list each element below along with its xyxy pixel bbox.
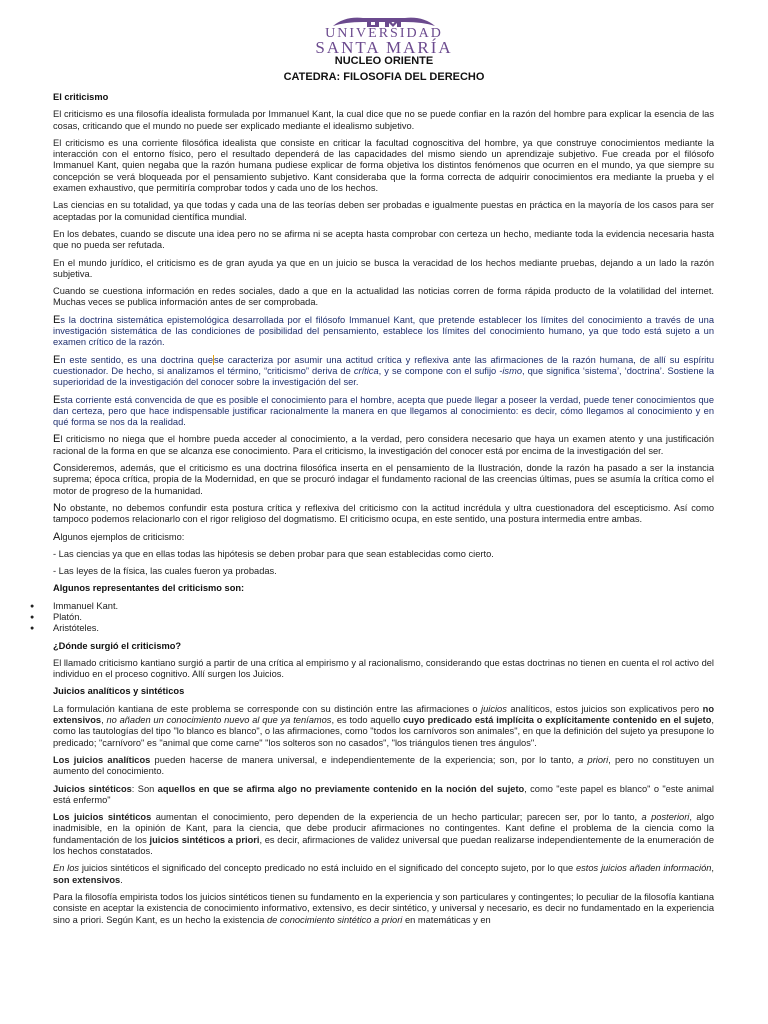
paragraph-text: , pero no constituyen un aumento del conocimiento. [53, 754, 715, 777]
bold-text: no extensivos [53, 703, 714, 726]
italic-text: de conocimiento sintético a priori [266, 914, 403, 925]
document-body [53, 92, 714, 932]
italic-text: crítica [353, 365, 379, 376]
paragraph-text: , que significa ‘sistema’, ‘doctrina’. [522, 365, 668, 376]
paragraph-text: , es todo aquello [331, 715, 404, 726]
list-item: ● Platón. [53, 612, 714, 623]
examples-intro [53, 532, 714, 543]
paragraph: El criticismo es una corriente filosófica idealista que consiste en criticar la facultad cognoscitiva del hombre, ya que construye conocimientos mediante la interacción con el entorno físico, pero el resultado dependerá de las capacidades del mismo siendo un aprendizaje subjetivo. Fue creada por el filósofo Immanuel Kant, quien negaba que la razón humana pudiese explicar de forma objetiva los distintos fenómenos que ocurren en el mundo, ya que siempre su concepción se verá bloqueada por el pensamiento subjetivo. Kant consideraba que la forma correcta de adquirir conocimientos era mediante la prueba y el examen exhaustivo, que permitiría comprobar todos y cada uno de los hechos. [53, 137, 714, 194]
bold-text: Los juicios analíticos [53, 754, 151, 765]
paragraph [53, 784, 714, 807]
drop-cap: E [53, 353, 61, 366]
italic-text: En los [53, 863, 80, 874]
paragraph-text: La formulación kantiana de este problema se corresponde con su distinción entre las afirmaciones o [53, 703, 482, 714]
paragraph-text: lgunos ejemplos de criticismo: [60, 531, 185, 542]
paragraph [53, 395, 714, 429]
paragraph-text: l criticismo no niega que el hombre pueda acceder al conocimiento, a la verdad, pero considera necesario que haya un examen atento y una justificación racional de la forma en que se alcanza ese conocimiento. Para el criticismo, la investigación del conocer está por encima de la investigación del ser. [53, 434, 714, 456]
italic-text: no añaden un conocimiento nuevo al que ya teníamos [106, 715, 332, 726]
italic-text: a posteriori [641, 812, 690, 823]
bold-text: Juicios sintéticos [53, 783, 132, 794]
paragraph [53, 503, 714, 526]
paragraph-text: pueden hacerse de manera universal, e independientemente de la experiencia; son, por lo tanto, [150, 754, 579, 765]
paragraph-text: juicios sintéticos el significado del concepto predicado no está incluido en el significado del concepto sujeto, por lo que [79, 863, 576, 874]
paragraph: El llamado criticismo kantiano surgió a partir de una crítica al empirismo y al racionalismo, considerando que estas doctrinas no tienen en cuenta el rol activo del individuo en el proceso cognitivo. Allí surgen los Juicios. [53, 657, 714, 680]
paragraph-text: Para la filosofía empirista todos los juicios sintéticos tienen su fundamento en la experiencia y son particulares y contingentes; lo peculiar de la filosofía kantiana consiste en aceptar la existencia de conocimiento informativo, extensivo, es decir sintético, y universal y necesario, es decir no fundamentado en la experiencia sino a priori. Según Kant, es un hecho la existencia [53, 891, 714, 925]
paragraph-text: . [120, 874, 123, 885]
drop-cap: C [53, 462, 61, 475]
paragraph-text: , [711, 863, 715, 874]
italic-text: -ismo [499, 365, 522, 376]
example-item: - Las ciencias ya que en ellas todas las hipótesis se deben probar para que sean establecidas como cierto. [53, 548, 494, 559]
example-item: - Las leyes de la física, las cuales fueron ya probadas. [53, 566, 277, 577]
paragraph [53, 434, 714, 457]
representatives-list [53, 601, 714, 635]
italic-text: estos juicios añaden información [575, 863, 712, 874]
paragraph: Las ciencias en su totalidad, ya que todas y cada una de las teorías deben ser probadas e igualmente puestas en práctica en la mayoría de los casos para ser aceptadas por la comunidad científica mundial. [53, 200, 714, 222]
bold-text: aquellos en que se afirma algo no previamente contenido en la noción del sujeto [157, 783, 525, 794]
paragraph [53, 704, 714, 749]
drop-cap: A [53, 530, 61, 543]
list-item: ● Aristóteles. [53, 623, 714, 634]
paragraph [53, 463, 714, 497]
paragraph-text: , algo inadmisible, en la opinión de Kant, para la ciencia, que debe producir afirmaciones no contingentes. Kant define el problema de la ciencia como la fundamentación de los [53, 812, 714, 845]
paragraph [53, 755, 714, 778]
paragraph-text: se caracteriza por asumir una actitud crítica y reflexiva ante las afirmaciones de la razón humana, de allí su espíritu cuestionador. De hecho, si analizamos el término, “criticismo” deriva de [53, 354, 714, 376]
paragraph-text: , como "este papel es blanco" o "este animal está enfermo" [53, 783, 714, 805]
paragraph [53, 892, 714, 926]
paragraph [53, 315, 714, 349]
paragraph-text: aumentan el conocimiento, pero dependen de la experiencia de un hecho particular; parecen ser, por lo tanto, [151, 812, 642, 823]
drop-cap: E [53, 313, 61, 326]
paragraph: En los debates, cuando se discute una idea pero no se afirma ni se acepta hasta comprobar con certeza un hecho, mediante toda la evidencia necesaria hasta que no pueda ser refutada. [53, 228, 714, 251]
paragraph-text: analíticos, estos juicios son explicativos pero [506, 703, 703, 714]
section-title-criticismo: El criticismo [53, 92, 109, 102]
paragraph-text: s la doctrina sistemática epistemológica desarrollada por el filósofo Immanuel Kant, que pretende establecer los límites del conocimiento a través de una investigación sistemática de las condiciones de posibilidad del pensamiento, establece los límites del conocimiento humano, ya que todo está sujeto a un examen crítico de la razón. [53, 314, 714, 348]
paragraph-text: n este sentido, es una doctrina que [60, 354, 213, 365]
catedra-heading: CATEDRA: FILOSOFIA DEL DERECHO [283, 71, 485, 83]
bold-text: juicios sintéticos a priori [149, 834, 260, 845]
paragraph [53, 355, 714, 389]
paragraph: Cuando se cuestiona información en redes sociales, dado a que en la actualidad las noticias corren de forma rápida producto de la volatilidad del internet. Muchas veces se publica información antes de ser comprobada. [53, 286, 714, 308]
paragraph-text: onsideremos, además, que el criticismo es una doctrina filosófica inserta en el pensamiento de la Ilustración, donde la razón ha pasado a ser la instancia suprema; época crítica, propia de la Modernidad, en que se procuró indagar el fundamento racional de las creencias últimas, pues se asumía la crítica como el motor de progreso de la humanidad. [53, 463, 714, 496]
bold-text: son extensivos [53, 874, 121, 885]
highlight-text: Sostiene la superioridad de la investigación del conocer sobre la investigación del ser. [53, 365, 714, 388]
paragraph-text: sta corriente está convencida de que es posible el conocimiento para el hombre, acepta que puede llegar a poseer la verdad, puede tener conocimientos que dan certeza, pero que hace indispensable justificar racionalmente la manera en que llegamos al conocimiento: es decir, cómo llegamos al conocimiento y en qué forma se nos da la realidad. [53, 394, 714, 428]
paragraph-text: , [101, 715, 107, 726]
italic-text: a priori [578, 754, 609, 765]
paragraph-text: en matemáticas y en [402, 914, 491, 925]
nucleo-heading: NUCLEO ORIENTE [334, 55, 434, 67]
paragraph [53, 863, 714, 886]
bold-text: Los juicios sintéticos [53, 812, 152, 823]
italic-text: juicios [481, 703, 507, 714]
paragraph [53, 812, 714, 857]
paragraph: El criticismo es una filosofía idealista formulada por Immanuel Kant, la cual dice que no se puede confiar en la razón del hombre para explicar la esencia de las cosas, criticando que el mundo no puede ser explicado mediante el idealismo subjetivo. [53, 109, 714, 131]
logo-line-1: UNIVERSIDAD [325, 26, 443, 41]
drop-cap: N [53, 501, 61, 514]
section-title-juicios: Juicios analíticos y sintéticos [53, 686, 185, 697]
paragraph-text: o obstante, no debemos confundir esta postura crítica y reflexiva del criticismo con la actitud incrédula y ultra cuestionadora del escepticismo. Así como tampoco podemos relacionarlo con el rigor religioso del dogmatismo. El criticismo ocupa, en este sentido, una postura intermedia entre ambas. [53, 502, 714, 525]
list-item: ● Immanuel Kant. [53, 601, 714, 612]
bold-text: cuyo predicado está implícita o explícitamente contenido en el sujeto [403, 715, 712, 726]
drop-cap: E [53, 393, 61, 406]
section-title-origen: ¿Dónde surgió el criticismo? [53, 640, 182, 651]
drop-cap: E [53, 433, 61, 446]
section-title-representantes: Algunos representantes del criticismo son: [53, 583, 245, 594]
paragraph-text: : Son [131, 783, 158, 794]
paragraph-text: , como las tautologías del tipo "lo blanco es blanco", o las afirmaciones, como "todos los carnívoros son animales", en que la definición del sujeto ya presupone lo predicado; "carnívoro" es "animal que come carne" "los solteros son no casados", "los triángulos tienen tres ángulos". [53, 715, 714, 748]
paragraph-text: , y se compone con el sufijo [378, 365, 500, 376]
paragraph-text: , es decir, afirmaciones de validez universal que puedan realizarse independientemente de la enumeración de los hechos constatados. [53, 834, 715, 857]
university-logo [255, 16, 513, 56]
logo-line-2: SANTA MARÍA [315, 38, 453, 57]
paragraph: En el mundo jurídico, el criticismo es de gran ayuda ya que en un juicio se busca la veracidad de los hechos mediante pruebas, dejando a un lado la razón subjetiva. [53, 257, 714, 279]
